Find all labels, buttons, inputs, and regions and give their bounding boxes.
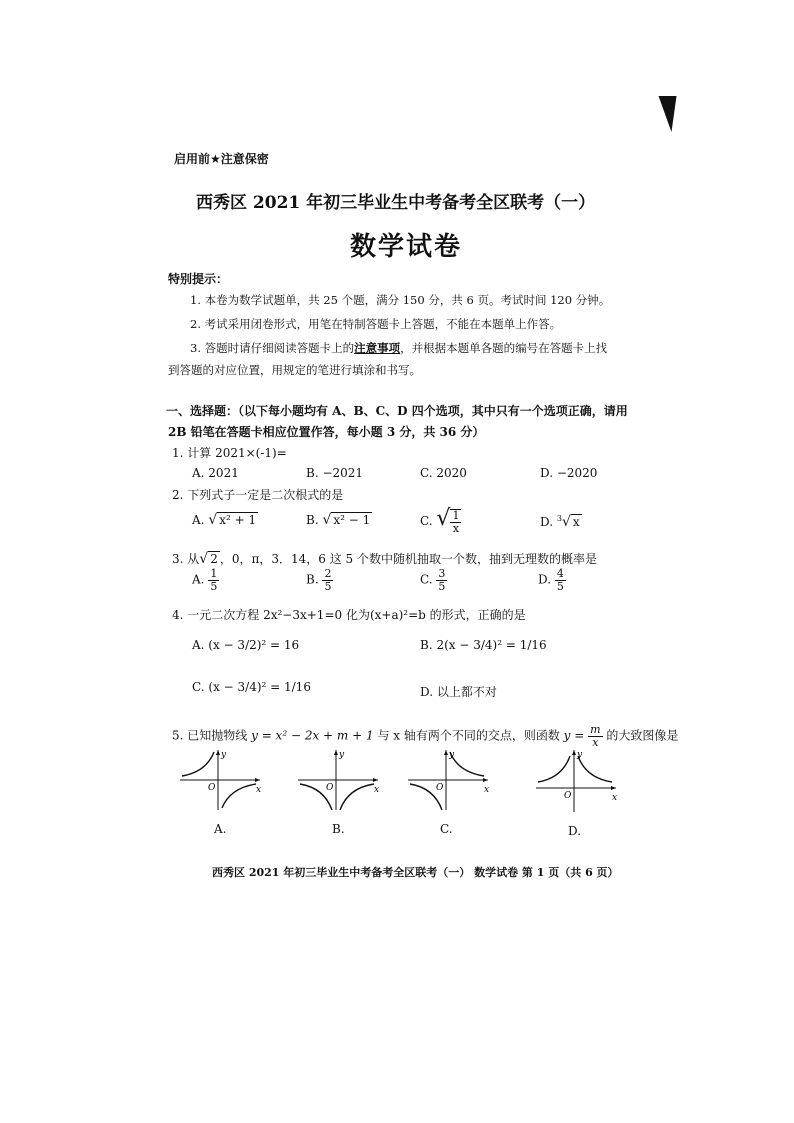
q5-graph-a-label: A.: [214, 822, 227, 836]
tip-2: 2. 考试采用闭卷形式，用笔在特制答题卡上答题，不能在本题单上作答。: [190, 317, 562, 331]
q3-option-a-num: 1: [210, 567, 218, 580]
axis-x-label: x: [374, 785, 380, 795]
q2-option-c-label: C.: [420, 514, 433, 528]
q3-option-a-label: A.: [192, 572, 205, 587]
section-1-heading: 一、选择题：（以下每小题均有 A、B、C、D 四个选项，其中只有一个选项正确，请用: [166, 404, 628, 418]
radical-sign: √: [561, 514, 571, 530]
q2-option-c-num: 1: [452, 508, 460, 522]
q5-graph-d: [534, 748, 620, 814]
q3-option-c-den: 5: [438, 579, 446, 593]
q5-graph-c: [406, 748, 492, 814]
axis-y-label: y: [577, 750, 583, 760]
q2-option-b-expr: x² − 1: [333, 513, 371, 527]
tip-3-pre: 3. 答题时请仔细阅读答题卡上的: [190, 341, 355, 355]
axis-y-label: y: [339, 750, 345, 760]
q4-stem: 4. 一元二次方程 2x²−3x+1=0 化为(x+a)²=b 的形式，正确的是: [172, 608, 526, 622]
origin-label: O: [564, 791, 572, 801]
q3-option-a: [192, 568, 219, 592]
q5-stem-fn-num: m: [590, 723, 601, 736]
radical-sign: √: [199, 551, 209, 567]
q2-option-d-label: D.: [540, 515, 554, 529]
q2-stem: 2. 下列式子一定是二次根式的是: [172, 488, 344, 502]
tip-1: 1. 本卷为数学试题单，共 25 个题，满分 150 分，共 6 页。考试时间 120 分钟。: [190, 293, 611, 307]
q5-stem-post: 的大致图像是: [606, 728, 679, 743]
q1-option-c: C. 2020: [420, 466, 467, 480]
q2-option-d: [540, 514, 582, 530]
q1-option-d: D. −2020: [540, 466, 598, 480]
q4-option-d: D. 以上都不对: [420, 685, 497, 699]
q5-graph-a: [178, 748, 264, 814]
q3-option-c-num: 3: [438, 567, 446, 580]
q5-stem-fn-frac: [588, 724, 602, 748]
confidential-note: 启用前★注意保密: [174, 152, 269, 166]
q1-option-a: A. 2021: [192, 466, 239, 480]
q4-option-b: B. 2(x − 3/4)² = 1/16: [420, 638, 547, 652]
axis-x-label: x: [256, 785, 262, 795]
scan-corner-mark: [653, 96, 676, 132]
q2-option-b: [306, 512, 372, 528]
tips-heading: 特别提示：: [168, 272, 229, 286]
q5-graph-b-label: B.: [332, 822, 345, 836]
q2-option-c-den: x: [452, 521, 460, 535]
q5-stem-fn-den: x: [592, 735, 599, 749]
page-footer: 西秀区 2021 年初三毕业生中考备考全区联考（一） 数学试卷 第 1 页（共 6 页）: [212, 866, 619, 879]
q2-option-a-label: A.: [192, 513, 205, 527]
q3-option-b-frac: [322, 568, 333, 592]
q5-stem-expr: y = x² − 2x + m + 1: [251, 728, 374, 743]
axis-x-label: x: [484, 785, 490, 795]
q5-stem-mid: 与 x 轴有两个不同的交点，则函数: [377, 728, 560, 743]
q3-option-c: [420, 568, 447, 592]
q2-option-b-label: B.: [306, 513, 319, 527]
q3-option-b-label: B.: [306, 572, 319, 587]
q5-stem-fn-pre: y =: [563, 728, 585, 743]
q3-stem-rad: 2: [210, 552, 218, 566]
q1-stem: 1. 计算 2021×(-1)=: [172, 446, 287, 460]
q3-option-d-num: 4: [556, 567, 564, 580]
exam-title: 西秀区 2021 年初三毕业生中考备考全区联考（一）: [196, 193, 596, 213]
q3-option-b-den: 5: [324, 579, 332, 593]
q2-option-c: [420, 506, 461, 534]
q2-option-c-frac: [450, 509, 461, 534]
axis-y-label: y: [449, 750, 455, 760]
q3-option-b: [306, 568, 333, 592]
q5-stem-pre: 5. 已知抛物线: [172, 728, 248, 743]
q3-option-d-frac: [555, 568, 566, 592]
axis-y-label: y: [221, 750, 227, 760]
axis-x-label: x: [612, 793, 618, 803]
q5-graph-c-label: C.: [440, 822, 453, 836]
origin-label: O: [436, 783, 444, 793]
q3-option-c-label: C.: [420, 572, 433, 587]
q2-option-a-expr: x² + 1: [219, 513, 257, 527]
section-1-heading-line2: 2B 铅笔在答题卡相应位置作答，每小题 3 分，共 36 分）: [168, 425, 485, 439]
q2-option-d-index: 3: [556, 514, 562, 523]
q4-option-a: A. (x − 3/2)² = 16: [192, 638, 300, 652]
origin-label: O: [208, 783, 216, 793]
q5-graph-d-label: D.: [568, 824, 582, 838]
q3-option-a-den: 5: [210, 579, 218, 593]
origin-label: O: [326, 783, 334, 793]
q3-option-d: [538, 568, 566, 592]
tip-3-line2: 到答题的对应位置，用规定的笔进行填涂和书写。: [168, 363, 421, 377]
radical-sign: √: [322, 512, 332, 528]
q2-option-a: [192, 512, 258, 528]
radical-sign: √: [436, 506, 451, 531]
q1-option-b: B. −2021: [306, 466, 364, 480]
q5-stem: [172, 724, 678, 748]
q3-option-d-den: 5: [556, 579, 564, 593]
tip-3-underline: 注意事项: [354, 341, 401, 355]
tip-3: [190, 340, 607, 356]
q3-stem-post: ，0，π，3．14，6 这 5 个数中随机抽取一个数，抽到无理数的概率是: [219, 552, 597, 566]
tip-3-post: ，并根据本题单各题的编号在答题卡上找: [400, 341, 608, 355]
q3-option-d-label: D.: [538, 572, 552, 587]
q3-option-c-frac: [436, 568, 447, 592]
exam-subtitle: 数学试卷: [350, 232, 463, 262]
q3-option-b-num: 2: [324, 567, 332, 580]
q5-graph-b: [296, 748, 382, 814]
q3-option-a-frac: [208, 568, 219, 592]
q3-stem: [172, 550, 597, 567]
q4-option-c: C. (x − 3/4)² = 1/16: [192, 680, 311, 694]
q3-stem-pre: 3. 从: [172, 552, 200, 566]
q2-option-d-expr: x: [572, 515, 580, 529]
radical-sign: √: [208, 512, 218, 528]
